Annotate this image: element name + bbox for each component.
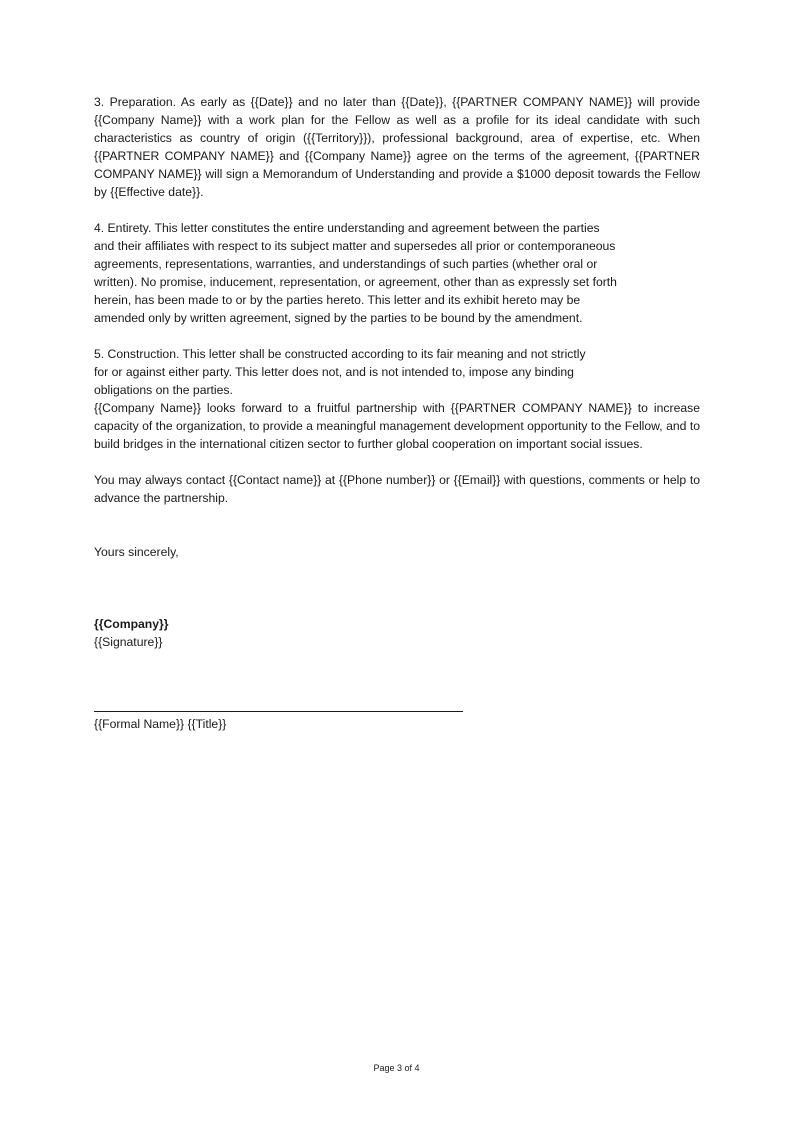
page-number: Page 3 of 4	[373, 1063, 420, 1073]
letter-body	[94, 93, 700, 651]
section-entirety-line: agreements, representations, warranties, and understandings of such parties (whether oral or	[94, 257, 598, 271]
section-entirety	[94, 219, 700, 327]
section-construction-line: obligations on the parties.	[94, 383, 233, 397]
contact-paragraph: You may always contact {{Contact name}} at {{Phone number}} or {{Email}} with questions, comments or help to advance the partnership.	[94, 473, 700, 505]
section-entirety-line: herein, has been made to or by the parties hereto. This letter and its exhibit hereto may be	[94, 293, 581, 307]
section-entirety-line: amended only by written agreement, signed by the parties to be bound by the amendment.	[94, 311, 583, 325]
closing-salutation: Yours sincerely,	[94, 545, 179, 559]
section-preparation: 3. Preparation. As early as {{Date}} and no later than {{Date}}, {{PARTNER COMPANY NAME}} will provide {{Company Name}} with a work plan for the Fellow as well as a profile for its ideal candidate with such characteristics as country of origin ({{Territory}}), professional background, area of expertise, etc. When {{PARTNER COMPANY NAME}} and {{Company Name}} agree on the terms of the agreement, {{PARTNER COMPANY NAME}} will sign a Memorandum of Understanding and provide a $1000 deposit towards the Fellow by {{Effective date}}.	[94, 95, 700, 199]
company-name: {{Company}}	[94, 617, 169, 631]
section-entirety-line: written). No promise, inducement, representation, or agreement, other than as expressly set forth	[94, 275, 617, 289]
signature-line	[94, 711, 463, 712]
section-construction-line: for or against either party. This letter does not, and is not intended to, impose any binding	[94, 365, 574, 379]
section-construction-line: 5. Construction. This letter shall be constructed according to its fair meaning and not strictly	[94, 347, 586, 361]
formal-name-title: {{Formal Name}} {{Title}}	[94, 717, 227, 731]
section-entirety-line: 4. Entirety. This letter constitutes the entire understanding and agreement between the parties	[94, 221, 600, 235]
signature-placeholder: {{Signature}}	[94, 635, 163, 649]
section-construction	[94, 345, 700, 399]
section-entirety-line: and their affiliates with respect to its subject matter and supersedes all prior or contemporaneous	[94, 239, 616, 253]
partnership-paragraph: {{Company Name}} looks forward to a fruitful partnership with {{PARTNER COMPANY NAME}} to increase capacity of the organization, to provide a meaningful management development opportunity to the Fellow, and to build bridges in the international citizen sector to further global cooperation on important social issues.	[94, 401, 700, 451]
